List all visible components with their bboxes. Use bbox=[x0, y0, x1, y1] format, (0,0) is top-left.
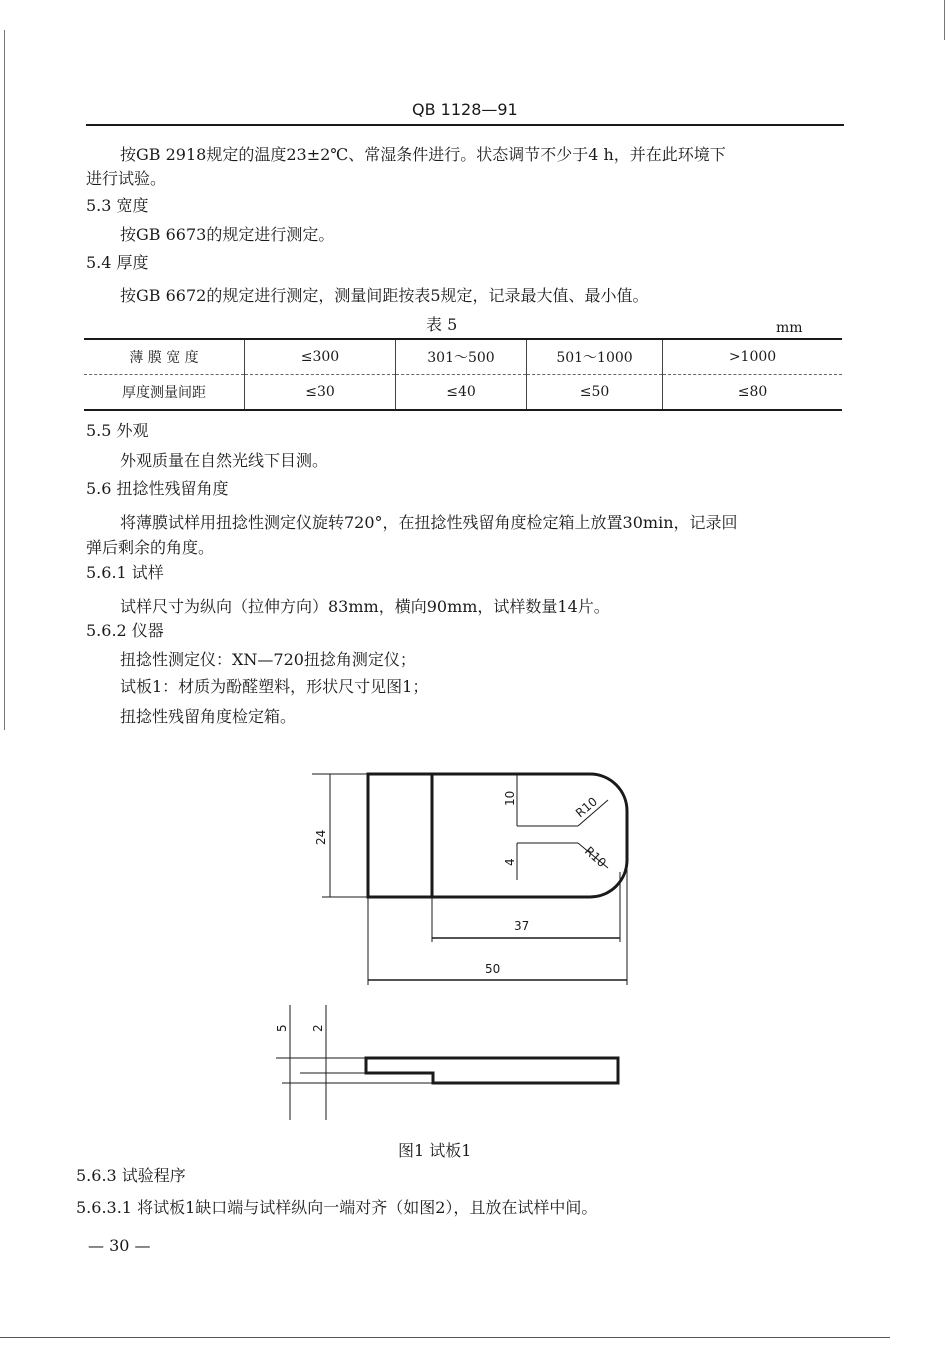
dim-length-37: 37 bbox=[514, 919, 530, 933]
section-5-3-text: 按GB 6673的规定进行测定。 bbox=[120, 225, 335, 244]
table-cell: ≤40 bbox=[396, 375, 527, 410]
dim-length-50: 50 bbox=[485, 962, 501, 976]
conditioning-paragraph-line2: 进行试验。 bbox=[86, 169, 167, 188]
instrument-item-1: 扭捻性测定仪：XN—720扭捻角测定仪； bbox=[120, 650, 416, 669]
table-cell: 501～1000 bbox=[527, 340, 663, 375]
section-5-5-title: 5.5 外观 bbox=[86, 421, 149, 440]
table-row-header: 薄 膜 宽 度 bbox=[84, 340, 245, 375]
section-5-6-3-title: 5.6.3 试验程序 bbox=[76, 1166, 186, 1185]
figure-1-caption: 图1 试板1 bbox=[398, 1141, 472, 1160]
dim-slot-4: 4 bbox=[503, 858, 517, 866]
section-5-5-text: 外观质量在自然光线下目测。 bbox=[120, 451, 329, 470]
section-5-3-title: 5.3 宽度 bbox=[86, 196, 149, 215]
dim-step-2: 2 bbox=[311, 1024, 325, 1032]
table-cell: ≤80 bbox=[663, 375, 843, 410]
table-cell: ≤300 bbox=[245, 340, 396, 375]
dim-top-10: 10 bbox=[503, 790, 517, 806]
dim-radius-bottom: R10 bbox=[581, 843, 609, 871]
instrument-item-2: 试板1：材质为酚醛塑料，形状尺寸见图1； bbox=[120, 677, 429, 696]
table-row-header: 厚度测量间距 bbox=[122, 385, 206, 401]
table-5-unit: mm bbox=[776, 320, 803, 336]
dim-radius-top: R10 bbox=[572, 794, 601, 821]
section-5-6-2-title: 5.6.2 仪器 bbox=[86, 621, 164, 640]
section-5-6-1-text: 试样尺寸为纵向（拉伸方向）83mm，横向90mm，试样数量14片。 bbox=[120, 597, 610, 616]
section-5-4-text: 按GB 6672的规定进行测定，测量间距按表5规定，记录最大值、最小值。 bbox=[120, 286, 649, 305]
dim-thick-5: 5 bbox=[275, 1024, 289, 1032]
standard-code-header: QB 1128—91 bbox=[412, 100, 518, 119]
bottom-scan-line bbox=[0, 1337, 890, 1338]
table-cell: 301～500 bbox=[396, 340, 527, 375]
table-cell: ≤30 bbox=[245, 375, 396, 410]
section-5-6-title: 5.6 扭捻性残留角度 bbox=[86, 479, 229, 498]
table-cell: ≤50 bbox=[527, 375, 663, 410]
section-5-4-title: 5.4 厚度 bbox=[86, 253, 149, 272]
page-number: — 30 — bbox=[88, 1236, 151, 1255]
instrument-item-3: 扭捻性残留角度检定箱。 bbox=[120, 707, 297, 726]
table-5-caption: 表 5 bbox=[426, 315, 458, 334]
dim-height-24: 24 bbox=[314, 829, 328, 845]
section-5-6-text-line1: 将薄膜试样用扭捻性测定仪旋转720°，在扭捻性残留角度检定箱上放置30min，记录回 bbox=[120, 513, 738, 532]
plate-side-view bbox=[276, 1005, 618, 1120]
table-cell: >1000 bbox=[663, 340, 843, 375]
section-5-6-1-title: 5.6.1 试样 bbox=[86, 563, 164, 582]
section-5-6-text-line2: 弹后剩余的角度。 bbox=[86, 538, 215, 557]
section-5-6-3-1-text: 5.6.3.1 将试板1缺口端与试样纵向一端对齐（如图2），且放在试样中间。 bbox=[76, 1198, 598, 1217]
conditioning-paragraph-line1: 按GB 2918规定的温度23±2℃、常湿条件进行。状态调节不少于4 h，并在此环境下 bbox=[120, 145, 726, 164]
